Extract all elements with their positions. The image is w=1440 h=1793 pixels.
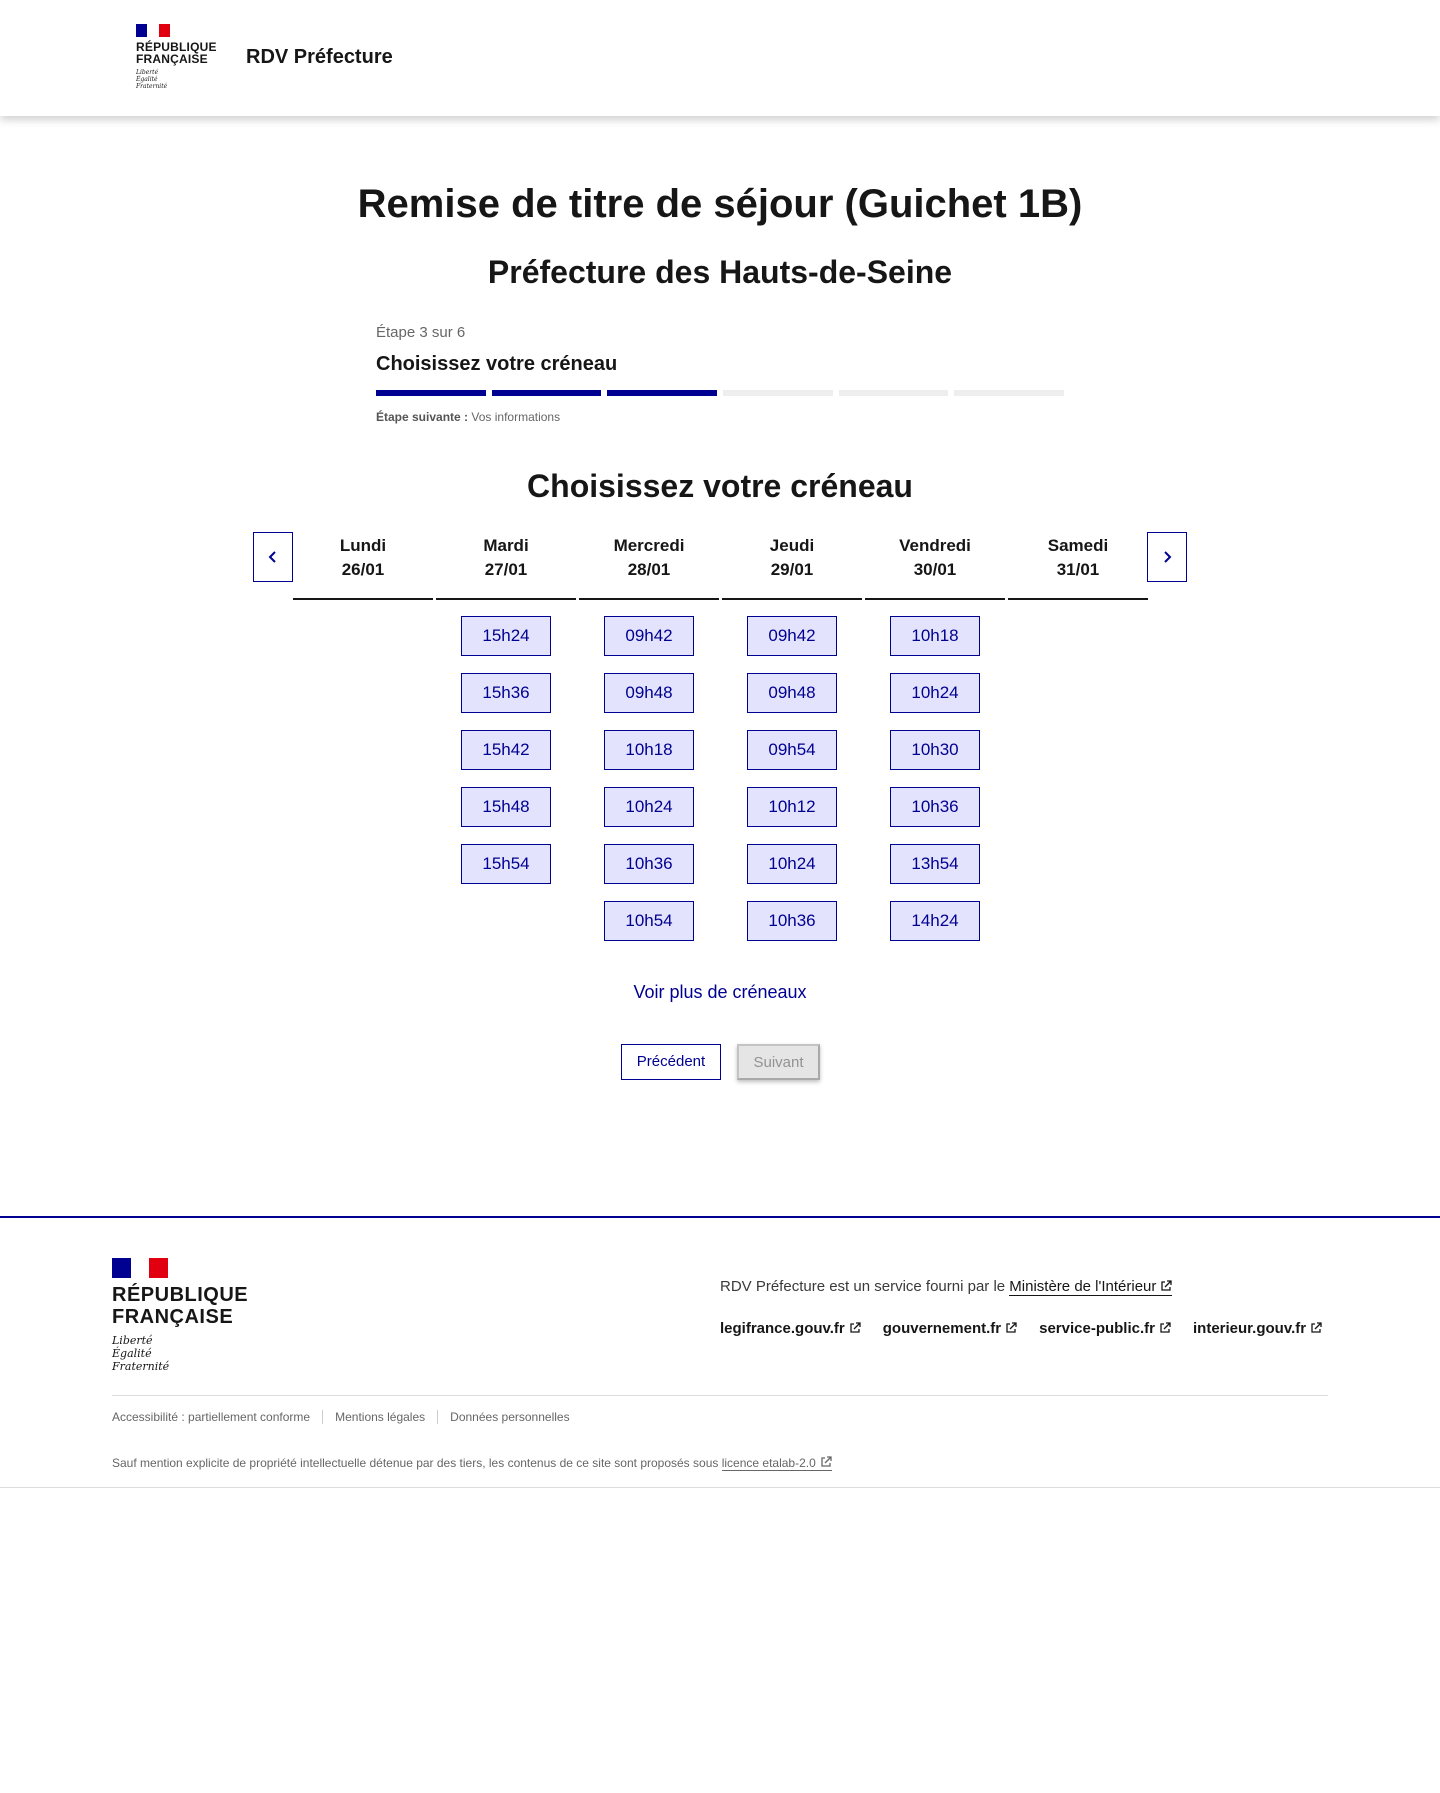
stepper-progress [376,390,1064,396]
site-header [0,0,1440,116]
step-bar [839,390,949,396]
day-header: Samedi 31/01 [1008,532,1148,600]
devise: Liberté Égalité Fraternité [112,1334,170,1373]
time-slot-button[interactable]: 10h24 [747,844,837,884]
day-column-vendredi [865,532,1005,941]
step-bar [607,390,717,396]
time-slot-button[interactable]: 10h36 [747,901,837,941]
time-slot-button[interactable]: 15h24 [461,616,551,656]
time-slot-button[interactable]: 10h36 [604,844,694,884]
footer-link-service-public[interactable]: service-public.fr [1039,1320,1171,1337]
chevron-right-icon [1160,550,1174,564]
step-bar [492,390,602,396]
footer-republique-francaise-logo[interactable] [112,1258,248,1373]
service-title[interactable]: RDV Préfecture [246,46,393,68]
day-column-samedi [1008,532,1148,600]
page-title: Remise de titre de séjour (Guichet 1B) [357,182,1083,226]
page-subtitle: Préfecture des Hauts-de-Seine [487,254,953,290]
time-slot-button[interactable]: 09h54 [747,730,837,770]
step-bar [376,390,486,396]
time-slot-button[interactable]: 13h54 [890,844,980,884]
time-slot-button[interactable]: 09h48 [747,673,837,713]
external-link-icon [1159,1322,1171,1334]
calendar-title: Choisissez votre créneau [527,468,913,504]
time-slot-button[interactable]: 15h54 [461,844,551,884]
next-week-button[interactable] [1147,532,1187,582]
devise: Liberté Égalité Fraternité [136,69,168,90]
previous-button[interactable]: Précédent [621,1044,721,1080]
stepper-title: Choisissez votre créneau [376,353,618,375]
next-button-disabled[interactable]: Suivant [737,1044,820,1080]
marianne-text: RÉPUBLIQUE FRANÇAISE [136,40,217,66]
footer-link-gouvernement[interactable]: gouvernement.fr [883,1320,1017,1337]
tricolor-flag-icon [112,1258,168,1278]
marianne-text: RÉPUBLIQUE FRANÇAISE [112,1284,249,1328]
day-column-mercredi [579,532,719,941]
footer-link-legifrance[interactable]: legifrance.gouv.fr [720,1320,861,1337]
ministry-link[interactable]: Ministère de l'Intérieur [1009,1278,1172,1296]
time-slot-button[interactable]: 10h18 [604,730,694,770]
personal-data-link[interactable]: Données personnelles [437,1410,581,1424]
footer-divider [112,1395,1328,1396]
day-header: Mardi 27/01 [436,532,576,600]
tricolor-flag-icon [136,24,170,37]
time-slot-button[interactable]: 09h42 [747,616,837,656]
external-link-icon [1005,1322,1017,1334]
legal-notice-link[interactable]: Mentions légales [322,1410,437,1424]
time-slot-button[interactable]: 10h36 [890,787,980,827]
time-slot-button[interactable]: 14h24 [890,901,980,941]
stepper-state: Étape 3 sur 6 [376,324,466,341]
step-bar [723,390,833,396]
chevron-left-icon [266,550,280,564]
time-slot-button[interactable]: 10h24 [604,787,694,827]
time-slot-button[interactable]: 15h42 [461,730,551,770]
external-link-icon [849,1322,861,1334]
day-column-mardi [436,532,576,884]
license-link[interactable]: licence etalab-2.0 [722,1456,832,1471]
day-header: Mercredi 28/01 [579,532,719,600]
day-header: Jeudi 29/01 [722,532,862,600]
stepper-next-step: Étape suivante : Vos informations [376,410,561,424]
day-column-lundi [293,532,433,600]
day-header: Vendredi 30/01 [865,532,1005,600]
day-header: Lundi 26/01 [293,532,433,600]
step-bar [954,390,1064,396]
footer-link-interieur[interactable]: interieur.gouv.fr [1193,1320,1322,1337]
site-footer [0,1216,1440,1488]
stepper [376,324,1064,424]
external-link-icon [1160,1280,1172,1292]
previous-week-button[interactable] [253,532,293,582]
external-link-icon [1310,1322,1322,1334]
time-slot-button[interactable]: 10h18 [890,616,980,656]
time-slot-button[interactable]: 15h48 [461,787,551,827]
footer-links [720,1320,1322,1337]
accessibility-link[interactable]: Accessibilité : partiellement conforme [112,1410,311,1424]
external-link-icon [820,1456,832,1468]
footer-bottom-links [112,1410,582,1424]
time-slot-button[interactable]: 10h54 [604,901,694,941]
more-slots-link[interactable]: Voir plus de créneaux [633,982,807,1002]
time-slot-button[interactable]: 15h36 [461,673,551,713]
footer-description: RDV Préfecture est un service fourni par le Ministère de l'Intérieur [720,1278,1172,1295]
time-slot-button[interactable]: 10h24 [890,673,980,713]
time-slot-button[interactable]: 10h30 [890,730,980,770]
day-column-jeudi [722,532,862,941]
time-slot-button[interactable]: 09h42 [604,616,694,656]
time-slot-button[interactable]: 10h12 [747,787,837,827]
footer-license: Sauf mention explicite de propriété intellectuelle détenue par des tiers, les contenus de ce site sont proposés sous licence etalab-2.0 [112,1456,832,1470]
time-slot-button[interactable]: 09h48 [604,673,694,713]
republique-francaise-logo[interactable] [136,24,216,90]
